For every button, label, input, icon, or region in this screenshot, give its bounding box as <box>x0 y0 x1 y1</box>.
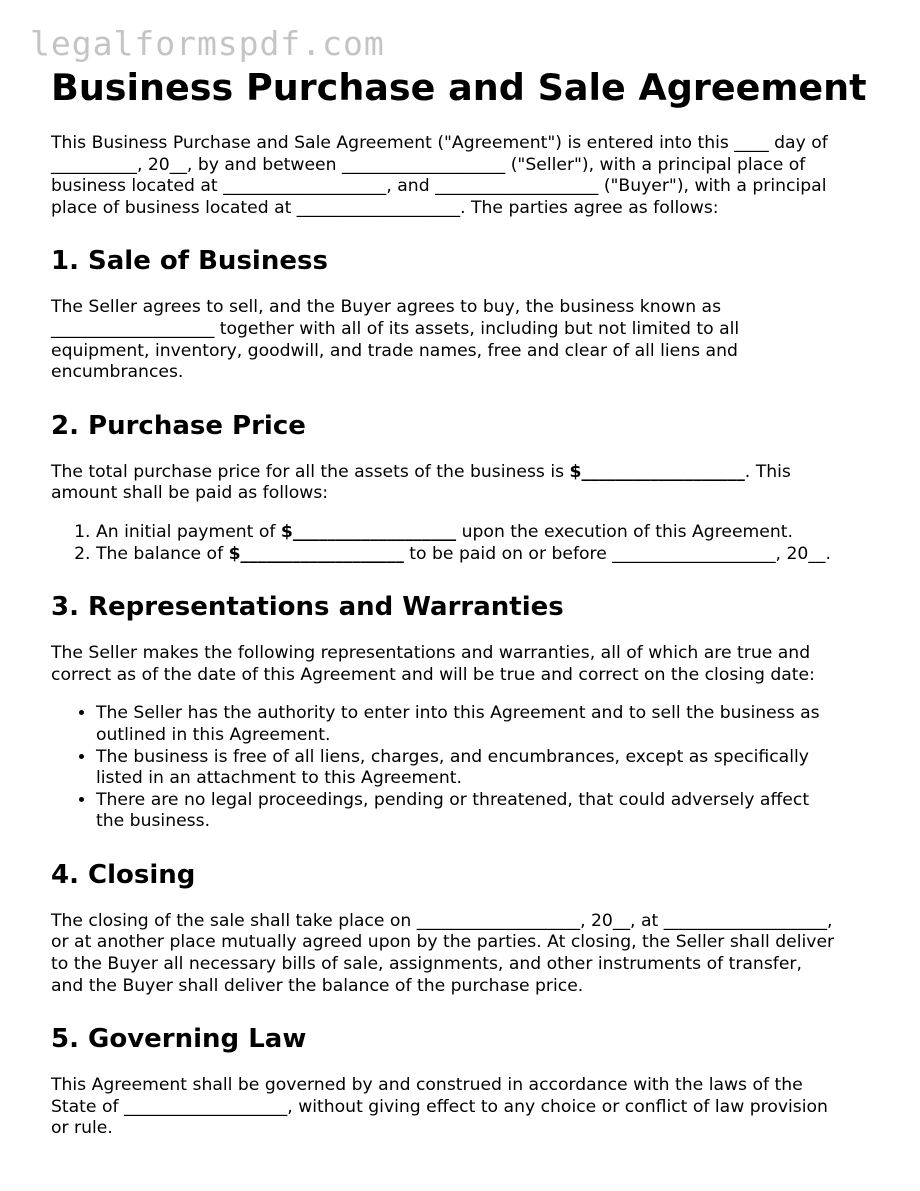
payment-amount-blank: $___________________ <box>228 543 404 564</box>
payment-text-before: The balance of <box>96 543 229 564</box>
payment-text-after: to be paid on or before ___________________, 20__. <box>403 543 831 564</box>
warranty-list <box>51 703 881 833</box>
price-paragraph <box>51 462 881 505</box>
list-item: • The Seller has the authority to enter into this Agreement and to sell the business as outlined in this Agreement. <box>96 703 881 746</box>
sale-paragraph: The Seller agrees to sell, and the Buyer agrees to buy, the business known as ___________________ together with all of its assets, including but not limited to all equipment, inventory, goodwill, and trade names, free and clear of all liens and encumbrances. <box>51 297 740 383</box>
intro-paragraph: This Business Purchase and Sale Agreement ("Agreement") is entered into this ____ day of __________, 20__, by and between ___________________ ("Seller"), with a principal place of business located at ___________________, and ___________________ ("Buyer"), with a principal place of business located at ___________________. The parties agree as follows: <box>51 133 828 218</box>
price-text-before: The total purchase price for all the assets of the business is <box>51 461 570 482</box>
document-title: Business Purchase and Sale Agreement <box>51 66 867 109</box>
list-item: • There are no legal proceedings, pending or threatened, that could adversely affect the business. <box>96 790 881 833</box>
section-heading-warranties: 3. Representations and Warranties <box>51 592 564 623</box>
document-body <box>51 68 881 1166</box>
list-item <box>96 544 881 566</box>
section-heading-sale: 1. Sale of Business <box>51 246 328 277</box>
list-item: • The business is free of all liens, charges, and encumbrances, except as specifically listed in an attachment to this Agreement. <box>96 747 881 790</box>
price-amount-blank: $___________________ <box>569 461 745 482</box>
section-heading-closing: 4. Closing <box>51 859 196 890</box>
section-heading-governing-law: 5. Governing Law <box>51 1024 307 1055</box>
payment-text-after: upon the execution of this Agreement. <box>456 521 793 542</box>
section-heading-price: 2. Purchase Price <box>51 410 306 441</box>
payment-text-before: An initial payment of <box>96 521 281 542</box>
payment-amount-blank: $___________________ <box>280 521 457 542</box>
closing-paragraph: The closing of the sale shall take place on ___________________, 20__, at ___________________, or at another place mutually agreed upon by the parties. At closing, the Seller shall deliver to the Buyer all necessary bills of sale, assignments, and other instruments of transfer, and the Buyer shall deliver the balance of the purchase price. <box>51 910 835 996</box>
warranties-paragraph: The Seller makes the following representations and warranties, all of which are true and correct as of the date of this Agreement and will be true and correct on the closing date: <box>51 643 815 685</box>
price-text-after: . This amount shall be paid as follows: <box>51 461 791 504</box>
payment-list <box>51 522 881 565</box>
watermark-logo: legalformspdf.com <box>30 24 385 63</box>
list-item <box>96 522 881 544</box>
governing-law-paragraph: This Agreement shall be governed by and construed in accordance with the laws of the State of ___________________, without giving effect to any choice or conflict of law provision or rule. <box>51 1075 828 1139</box>
